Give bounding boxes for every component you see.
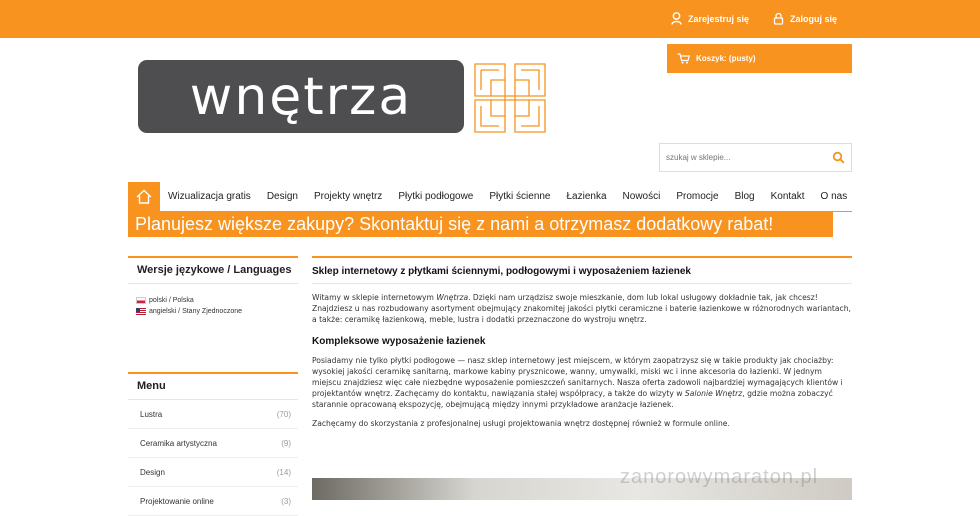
main-content: [312, 256, 852, 429]
main-nav: [128, 182, 855, 211]
nav-item-blog[interactable]: Blog: [734, 191, 755, 202]
language-label: angielski / Stany Zjednoczone: [149, 308, 242, 315]
nav-item-o-nas[interactable]: O nas: [820, 191, 848, 202]
menu-item-label: Projektowanie online: [140, 496, 214, 506]
nav-item-wizualizacja[interactable]: Wizualizacja gratis: [168, 191, 251, 202]
intro-paragraph: Witamy w sklepie internetowym Wnętrza. Dzięki nam urządzisz swoje mieszkanie, dom lub lokal usługowy dokładnie tak, jak chcesz! Znajdziesz u nas rozbudowany asortyment obejmujący znakomitej jakości płytki ceramiczne i baterie łazienkowe w różnorodnych wariantach, a także: ceramikę łazienkową, meble, lustra i dodatki przeznaczone do wystroju wnętrz.: [312, 293, 851, 324]
menu-item-projektowanie[interactable]: [128, 487, 298, 516]
menu-item-count: (9): [281, 438, 291, 448]
register-label: Zarejestruj się: [688, 13, 750, 24]
language-link-en[interactable]: [136, 308, 298, 315]
language-label: polski / Polska: [149, 297, 194, 304]
nav-item-kontakt[interactable]: Kontakt: [770, 191, 805, 202]
menu-item-count: (3): [281, 496, 291, 506]
promo-banner[interactable]: Planujesz większe zakupy? Skontaktuj się z nami a otrzymasz dodatkowy rabat!: [128, 212, 833, 237]
top-bar: [0, 0, 980, 38]
languages-title: Wersje językowe / Languages: [128, 256, 298, 284]
menu-item-label: Lustra: [140, 409, 163, 419]
site-logo[interactable]: [138, 60, 464, 133]
menu-item-count: (14): [276, 467, 291, 477]
flag-us-icon: [136, 308, 146, 315]
search-input[interactable]: [660, 144, 820, 171]
cart-label: Koszyk: (pusty): [696, 54, 756, 63]
cart-button[interactable]: [667, 44, 852, 73]
register-link[interactable]: [671, 12, 749, 25]
logo-text: wnętrza: [189, 66, 413, 127]
cart-icon: [677, 53, 690, 64]
logo-ornament-icon: [471, 60, 549, 136]
sidebar: [128, 256, 298, 516]
menu-item-lustra[interactable]: [128, 400, 298, 429]
menu-item-count: (70): [276, 409, 291, 419]
languages-list: [128, 284, 298, 344]
menu-title: Menu: [128, 372, 298, 400]
watermark: zanorowymaraton.pl: [620, 466, 819, 488]
menu-item-ceramika[interactable]: [128, 429, 298, 458]
online-paragraph: Zachęcamy do skorzystania z profesjonalnej usługi projektowania wnętrz dostępnej również w formule online.: [312, 419, 730, 428]
offer-paragraph: Posiadamy nie tylko płytki podłogowe — nasz sklep internetowy jest miejscem, w którym zaopatrzysz się w takie produkty jak chociażby: wysokiej jakości ceramikę sanitarną, markowe kabiny prysznicowe, wanny, umywalki, miski wc i inne akcesoria do łazienki. W jednym miejscu znajdziesz więc całe niezbędne wyposażenie pomieszczeń sanitarnych. Nasza oferta zadowoli najbardziej wymagających klientów i projektantów wnętrz. Zachęcamy do kontaktu, nawiązania stałej współpracy, a także do wizyty w Salonie Wnętrz, gdzie można zobaczyć starannie opracowaną ekspozycję, obejmującą między innymi przykładowe aranżacje łazienek.: [312, 356, 843, 409]
nav-item-projekty[interactable]: Projekty wnętrz: [313, 191, 383, 202]
nav-item-nowosci[interactable]: Nowości: [622, 191, 661, 202]
lock-icon: [773, 12, 784, 25]
nav-item-plytki-podlogowe[interactable]: Płytki podłogowe: [398, 191, 474, 202]
search-icon[interactable]: [832, 151, 845, 164]
nav-item-design[interactable]: Design: [266, 191, 298, 202]
home-button[interactable]: [128, 182, 160, 211]
nav-item-plytki-scienne[interactable]: Płytki ścienne: [489, 191, 551, 202]
flag-pl-icon: [136, 297, 146, 304]
login-label: Zaloguj się: [790, 13, 838, 24]
nav-item-lazienka[interactable]: Łazienka: [566, 191, 607, 202]
page-title: Sklep internetowy z płytkami ściennymi, podłogowymi i wyposażeniem łazienek: [312, 256, 852, 284]
menu-item-label: Design: [140, 467, 165, 477]
menu-item-design[interactable]: [128, 458, 298, 487]
search-box: [659, 143, 852, 172]
login-link[interactable]: [773, 12, 837, 25]
language-link-pl[interactable]: [136, 297, 298, 304]
user-icon: [671, 12, 682, 25]
section-heading: Kompleksowe wyposażenie łazienek: [312, 336, 486, 347]
nav-item-promocje[interactable]: Promocje: [676, 191, 719, 202]
home-icon: [136, 189, 152, 204]
menu-item-label: Ceramika artystyczna: [140, 438, 217, 448]
